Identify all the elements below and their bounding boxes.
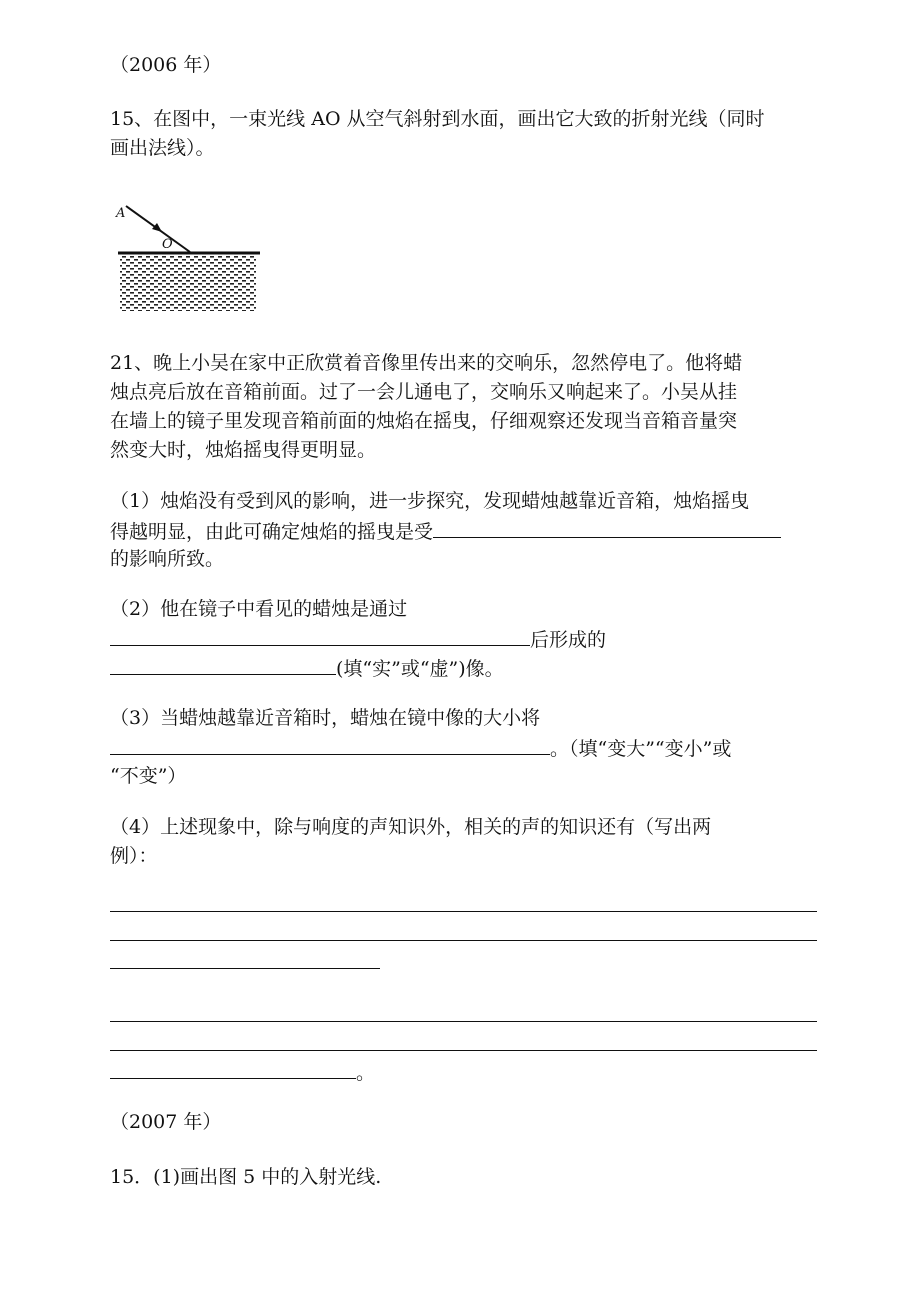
q21-sub1-text: 得越明显，由此可确定烛焰的摇曳是受	[110, 521, 434, 543]
q15-line1: 15、在图中，一束光线 AO 从空气斜射到水面，画出它大致的折射光线（同时	[110, 108, 765, 130]
q21-sub3-hint: 。（填“变大”“变小”或	[550, 738, 732, 760]
q21-sub3-line2	[110, 732, 731, 764]
label-o: O	[162, 237, 173, 252]
answer-line-2[interactable]	[110, 940, 817, 941]
answer-line-1[interactable]	[110, 911, 817, 912]
q21-sub1-line1: （1）烛焰没有受到风的影响，进一步探究，发现蜡烛越靠近音箱，烛焰摇曳	[110, 490, 750, 512]
q15-2007: 15．(1)画出图 5 中的入射光线.	[110, 1166, 382, 1188]
q21-sub4-line2: 例）：	[110, 845, 158, 867]
answer-line-6-row	[110, 1056, 375, 1088]
q21-sub1-line3: 的影响所致。	[110, 548, 225, 570]
answer-end-period: 。	[356, 1062, 376, 1084]
label-a: A	[116, 206, 126, 221]
year-2007: （2007 年）	[110, 1111, 222, 1133]
answer-line-6[interactable]	[110, 1056, 356, 1079]
q21-sub2-hint: (填“实”或“虚”)像。	[336, 658, 504, 680]
answer-line-5[interactable]	[110, 1050, 817, 1051]
q21-para-line3: 在墙上的镜子里发现音箱前面的烛焰在摇曳，仔细观察还发现当音箱音量突	[110, 410, 738, 432]
q21-sub2-text: 后形成的	[530, 629, 607, 651]
q21-para-line4: 然变大时，烛焰摇曳得更明显。	[110, 439, 377, 461]
q21-sub1-line2	[110, 515, 781, 547]
answer-line-3[interactable]	[110, 968, 380, 969]
q21-sub4-line1: （4）上述现象中，除与响度的声知识外，相关的声的知识还有（写出两	[110, 816, 712, 838]
answer-line-4[interactable]	[110, 1021, 817, 1022]
q21-sub3-line1: （3）当蜡烛越靠近音箱时，蜡烛在镜中像的大小将	[110, 707, 541, 729]
water-region	[120, 256, 256, 311]
answer-blank-mirror-process[interactable]	[110, 623, 530, 646]
year-2006: （2006 年）	[110, 54, 222, 76]
q21-para-line1: 21、晚上小吴在家中正欣赏着音像里传出来的交响乐，忽然停电了。他将蜡	[110, 352, 743, 374]
refraction-figure	[110, 192, 266, 314]
q21-sub3-line3: “不变”）	[110, 765, 187, 787]
q21-para-line2: 烛点亮后放在音箱前面。过了一会儿通电了，交响乐又响起来了。小吴从挂	[110, 381, 738, 403]
q21-sub2-line2	[110, 623, 606, 655]
answer-blank-image-type[interactable]	[110, 652, 336, 675]
ray-arrow-icon	[152, 223, 162, 232]
q21-sub2-line3	[110, 652, 504, 684]
q15-line2: 画出法线）。	[110, 137, 215, 159]
answer-blank-cause[interactable]	[433, 515, 781, 538]
answer-blank-image-size[interactable]	[110, 732, 550, 755]
q21-sub2-line1: （2）他在镜子中看见的蜡烛是通过	[110, 598, 408, 620]
